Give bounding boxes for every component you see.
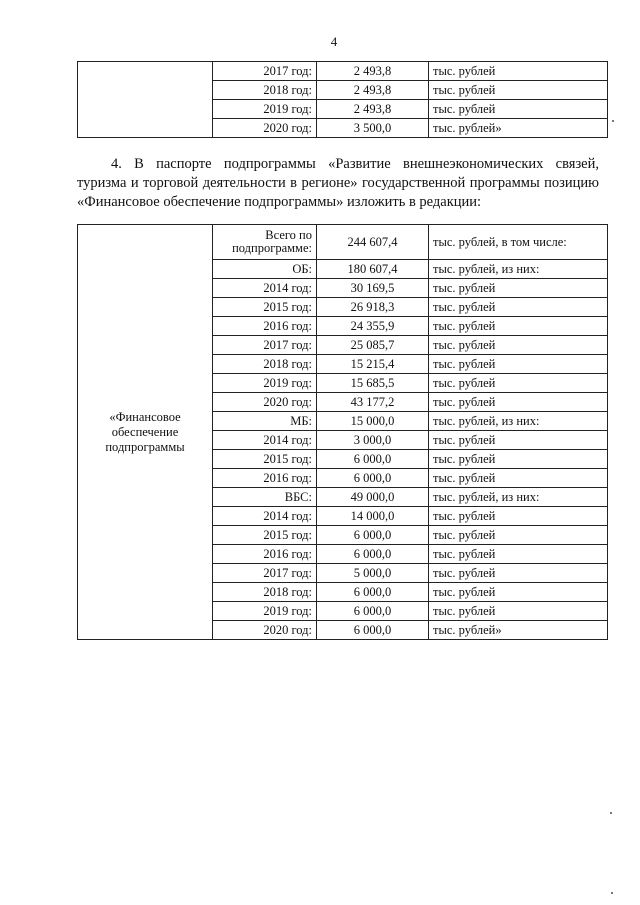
year-cell: 2017 год: (213, 336, 317, 355)
year-cell: 2016 год: (213, 469, 317, 488)
amount-cell: 25 085,7 (317, 336, 429, 355)
amount-cell: 6 000,0 (317, 450, 429, 469)
amount-cell: 5 000,0 (317, 564, 429, 583)
amount-cell: 2 493,8 (317, 100, 429, 119)
amount-cell: 3 000,0 (317, 431, 429, 450)
year-cell: ВБС: (213, 488, 317, 507)
amount-cell: 6 000,0 (317, 602, 429, 621)
financing-table-continued (77, 61, 608, 138)
year-cell: 2015 год: (213, 526, 317, 545)
unit-cell: тыс. рублей (429, 355, 608, 374)
unit-cell: тыс. рублей (429, 279, 608, 298)
scan-speck (611, 892, 613, 894)
amount-cell: 15 215,4 (317, 355, 429, 374)
year-cell: 2016 год: (213, 545, 317, 564)
unit-cell: тыс. рублей (429, 393, 608, 412)
year-cell: 2015 год: (213, 298, 317, 317)
amount-cell: 3 500,0 (317, 119, 429, 138)
year-cell: МБ: (213, 412, 317, 431)
amount-cell: 15 685,5 (317, 374, 429, 393)
unit-cell: тыс. рублей (429, 545, 608, 564)
year-cell: Всего по подпрограмме: (213, 225, 317, 260)
year-cell: 2020 год: (213, 393, 317, 412)
amount-cell: 6 000,0 (317, 583, 429, 602)
amount-cell: 24 355,9 (317, 317, 429, 336)
financing-table (77, 224, 608, 640)
unit-cell: тыс. рублей (429, 336, 608, 355)
page-number: 4 (330, 34, 338, 49)
section-label: «Финансовое обеспечение подпрограммы (78, 225, 213, 640)
year-cell: 2020 год: (213, 119, 317, 138)
year-cell: 2017 год: (213, 62, 317, 81)
unit-cell: тыс. рублей (429, 564, 608, 583)
unit-cell: тыс. рублей (429, 507, 608, 526)
year-cell: 2018 год: (213, 355, 317, 374)
amount-cell: 49 000,0 (317, 488, 429, 507)
table-row (78, 62, 608, 81)
unit-cell: тыс. рублей, из них: (429, 260, 608, 279)
unit-cell: тыс. рублей (429, 583, 608, 602)
unit-cell: тыс. рублей (429, 469, 608, 488)
year-cell: 2016 год: (213, 317, 317, 336)
amount-cell: 2 493,8 (317, 62, 429, 81)
unit-cell: тыс. рублей (429, 317, 608, 336)
amount-cell: 6 000,0 (317, 545, 429, 564)
amount-cell: 6 000,0 (317, 526, 429, 545)
amount-cell: 14 000,0 (317, 507, 429, 526)
unit-cell: тыс. рублей (429, 298, 608, 317)
unit-cell: тыс. рублей (429, 81, 608, 100)
unit-cell: тыс. рублей, в том числе: (429, 225, 608, 260)
year-cell: 2017 год: (213, 564, 317, 583)
amount-cell: 6 000,0 (317, 469, 429, 488)
unit-cell: тыс. рублей (429, 374, 608, 393)
unit-cell: тыс. рублей, из них: (429, 412, 608, 431)
year-cell: ОБ: (213, 260, 317, 279)
amount-cell: 30 169,5 (317, 279, 429, 298)
amount-cell: 180 607,4 (317, 260, 429, 279)
amount-cell: 2 493,8 (317, 81, 429, 100)
year-cell: 2019 год: (213, 100, 317, 119)
unit-cell: тыс. рублей (429, 431, 608, 450)
amendment-paragraph: 4. В паспорте подпрограммы «Развитие внешнеэкономических связей, туризма и торговой деятельности в регионе» государственной программы позицию «Финансовое обеспечение подпрограммы» изложить в редакции: (77, 156, 599, 210)
unit-cell: тыс. рублей (429, 62, 608, 81)
year-cell: 2018 год: (213, 81, 317, 100)
year-cell: 2014 год: (213, 279, 317, 298)
scan-speck (612, 120, 614, 122)
unit-cell: тыс. рублей (429, 526, 608, 545)
unit-cell: тыс. рублей (429, 450, 608, 469)
table-row (78, 225, 608, 260)
year-cell: 2020 год: (213, 621, 317, 640)
year-cell: 2014 год: (213, 507, 317, 526)
unit-cell: тыс. рублей» (429, 621, 608, 640)
unit-cell: тыс. рублей» (429, 119, 608, 138)
unit-cell: тыс. рублей (429, 100, 608, 119)
unit-cell: тыс. рублей (429, 602, 608, 621)
year-cell: 2019 год: (213, 374, 317, 393)
year-cell: 2018 год: (213, 583, 317, 602)
amount-cell: 244 607,4 (317, 225, 429, 260)
amount-cell: 15 000,0 (317, 412, 429, 431)
amount-cell: 43 177,2 (317, 393, 429, 412)
year-cell: 2019 год: (213, 602, 317, 621)
year-cell: 2015 год: (213, 450, 317, 469)
unit-cell: тыс. рублей, из них: (429, 488, 608, 507)
label-cell (78, 62, 213, 138)
scan-speck (610, 812, 612, 814)
year-cell: 2014 год: (213, 431, 317, 450)
amount-cell: 26 918,3 (317, 298, 429, 317)
amount-cell: 6 000,0 (317, 621, 429, 640)
